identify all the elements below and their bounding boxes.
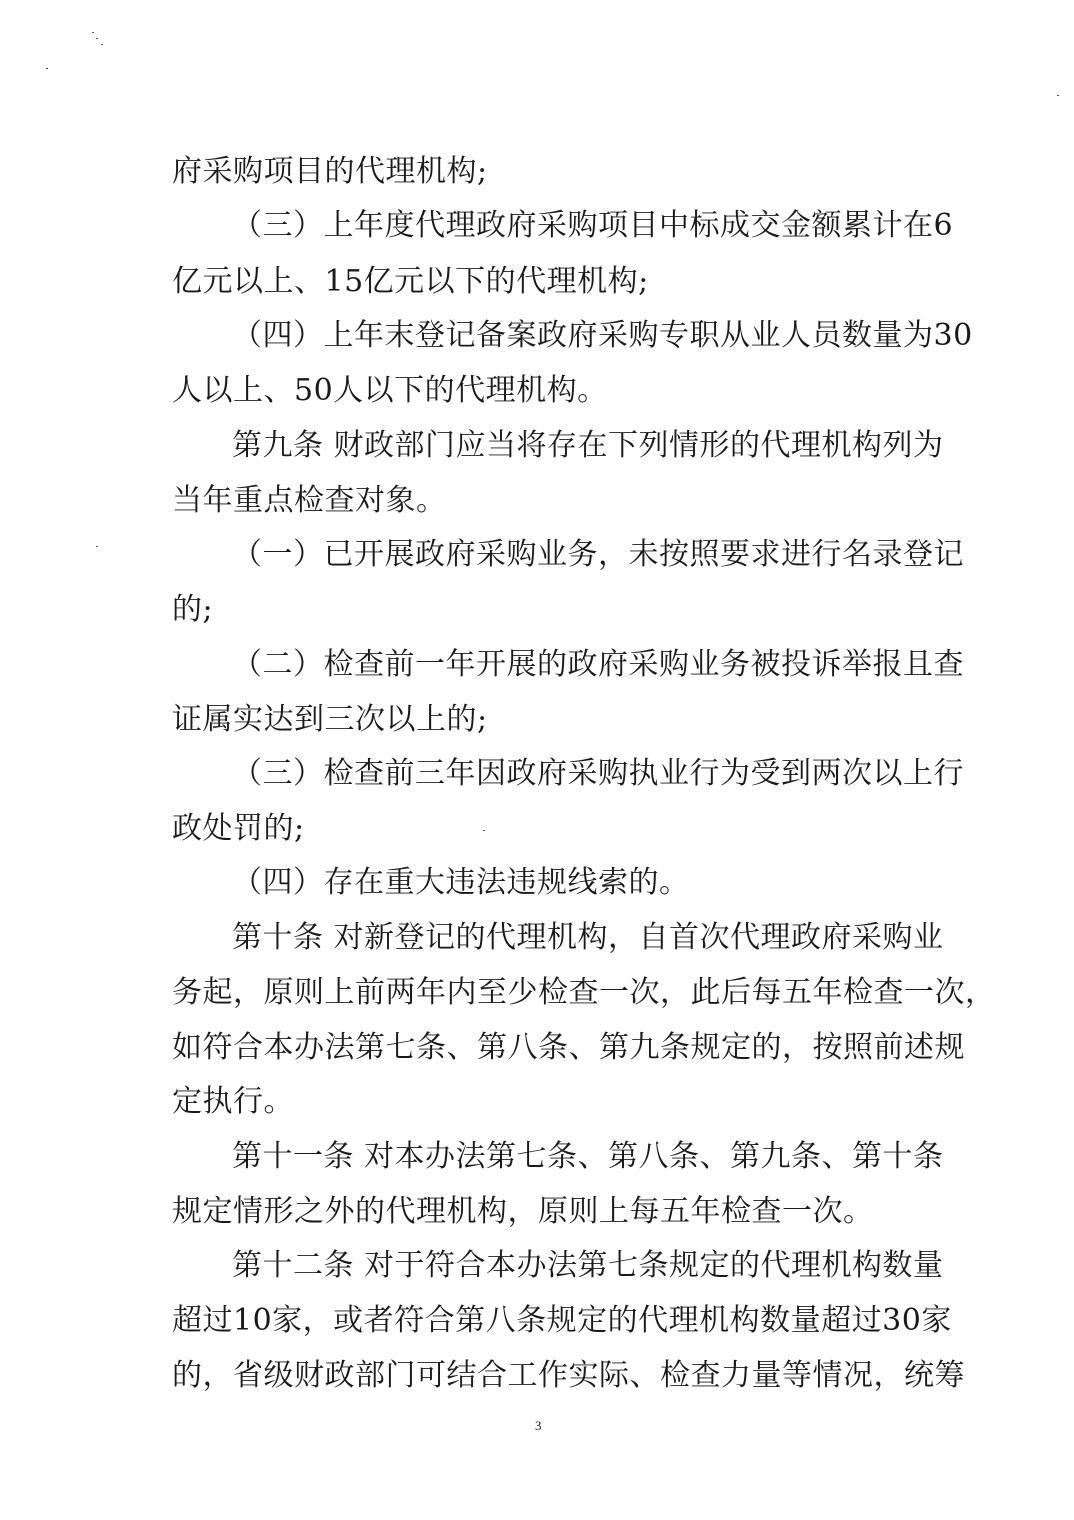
scan-speck <box>101 44 103 45</box>
page-number: 3 <box>535 1418 542 1433</box>
text-line: （四）存在重大违法违规线索的。 <box>232 865 690 900</box>
text-line: 亿元以上、15亿元以下的代理机构; <box>172 264 649 299</box>
scan-speck <box>96 546 98 547</box>
text-line: 当年重点检查对象。 <box>172 483 447 518</box>
text-line: 规定情形之外的代理机构，原则上每五年检查一次。 <box>172 1194 874 1229</box>
text-line: 证属实达到三次以上的; <box>172 702 488 737</box>
text-line: 第十二条 对于符合本办法第七条规定的代理机构数量 <box>232 1248 944 1283</box>
text-line: （三）检查前三年因政府采购执业行为受到两次以上行 <box>232 756 964 791</box>
text-line: 第十条 对新登记的代理机构，自首次代理政府采购业 <box>232 920 944 955</box>
text-line: 定执行。 <box>172 1084 294 1119</box>
text-line: （四）上年末登记备案政府采购专职从业人员数量为30 <box>232 318 973 353</box>
text-line: （三）上年度代理政府采购项目中标成交金额累计在6 <box>232 208 954 243</box>
text-line: 的，省级财政部门可结合工作实际、检查力量等情况，统筹 <box>172 1358 965 1393</box>
scan-speck <box>46 68 48 69</box>
text-line: （一）已开展政府采购业务，未按照要求进行名录登记 <box>232 537 964 572</box>
text-line: 如符合本办法第七条、第八条、第九条规定的，按照前述规 <box>172 1030 965 1065</box>
text-line: 务起，原则上前两年内至少检查一次，此后每五年检查一次， <box>172 975 996 1010</box>
text-line: 政处罚的; <box>172 811 305 846</box>
scan-speck <box>96 38 98 39</box>
scan-speck <box>92 32 94 33</box>
text-line: 超过10家，或者符合第八条规定的代理机构数量超过30家 <box>172 1303 952 1338</box>
text-line: 第十一条 对本办法第七条、第八条、第九条、第十条 <box>232 1139 944 1174</box>
text-line: 府采购项目的代理机构; <box>172 154 488 189</box>
text-line: 的; <box>172 592 214 627</box>
scan-speck <box>1057 95 1059 96</box>
text-line: （二）检查前一年开展的政府采购业务被投诉举报且查 <box>232 647 964 682</box>
text-line: 第九条 财政部门应当将存在下列情形的代理机构列为 <box>232 428 944 463</box>
scan-speck <box>483 830 485 831</box>
text-line: 人以上、50人以下的代理机构。 <box>172 373 608 408</box>
